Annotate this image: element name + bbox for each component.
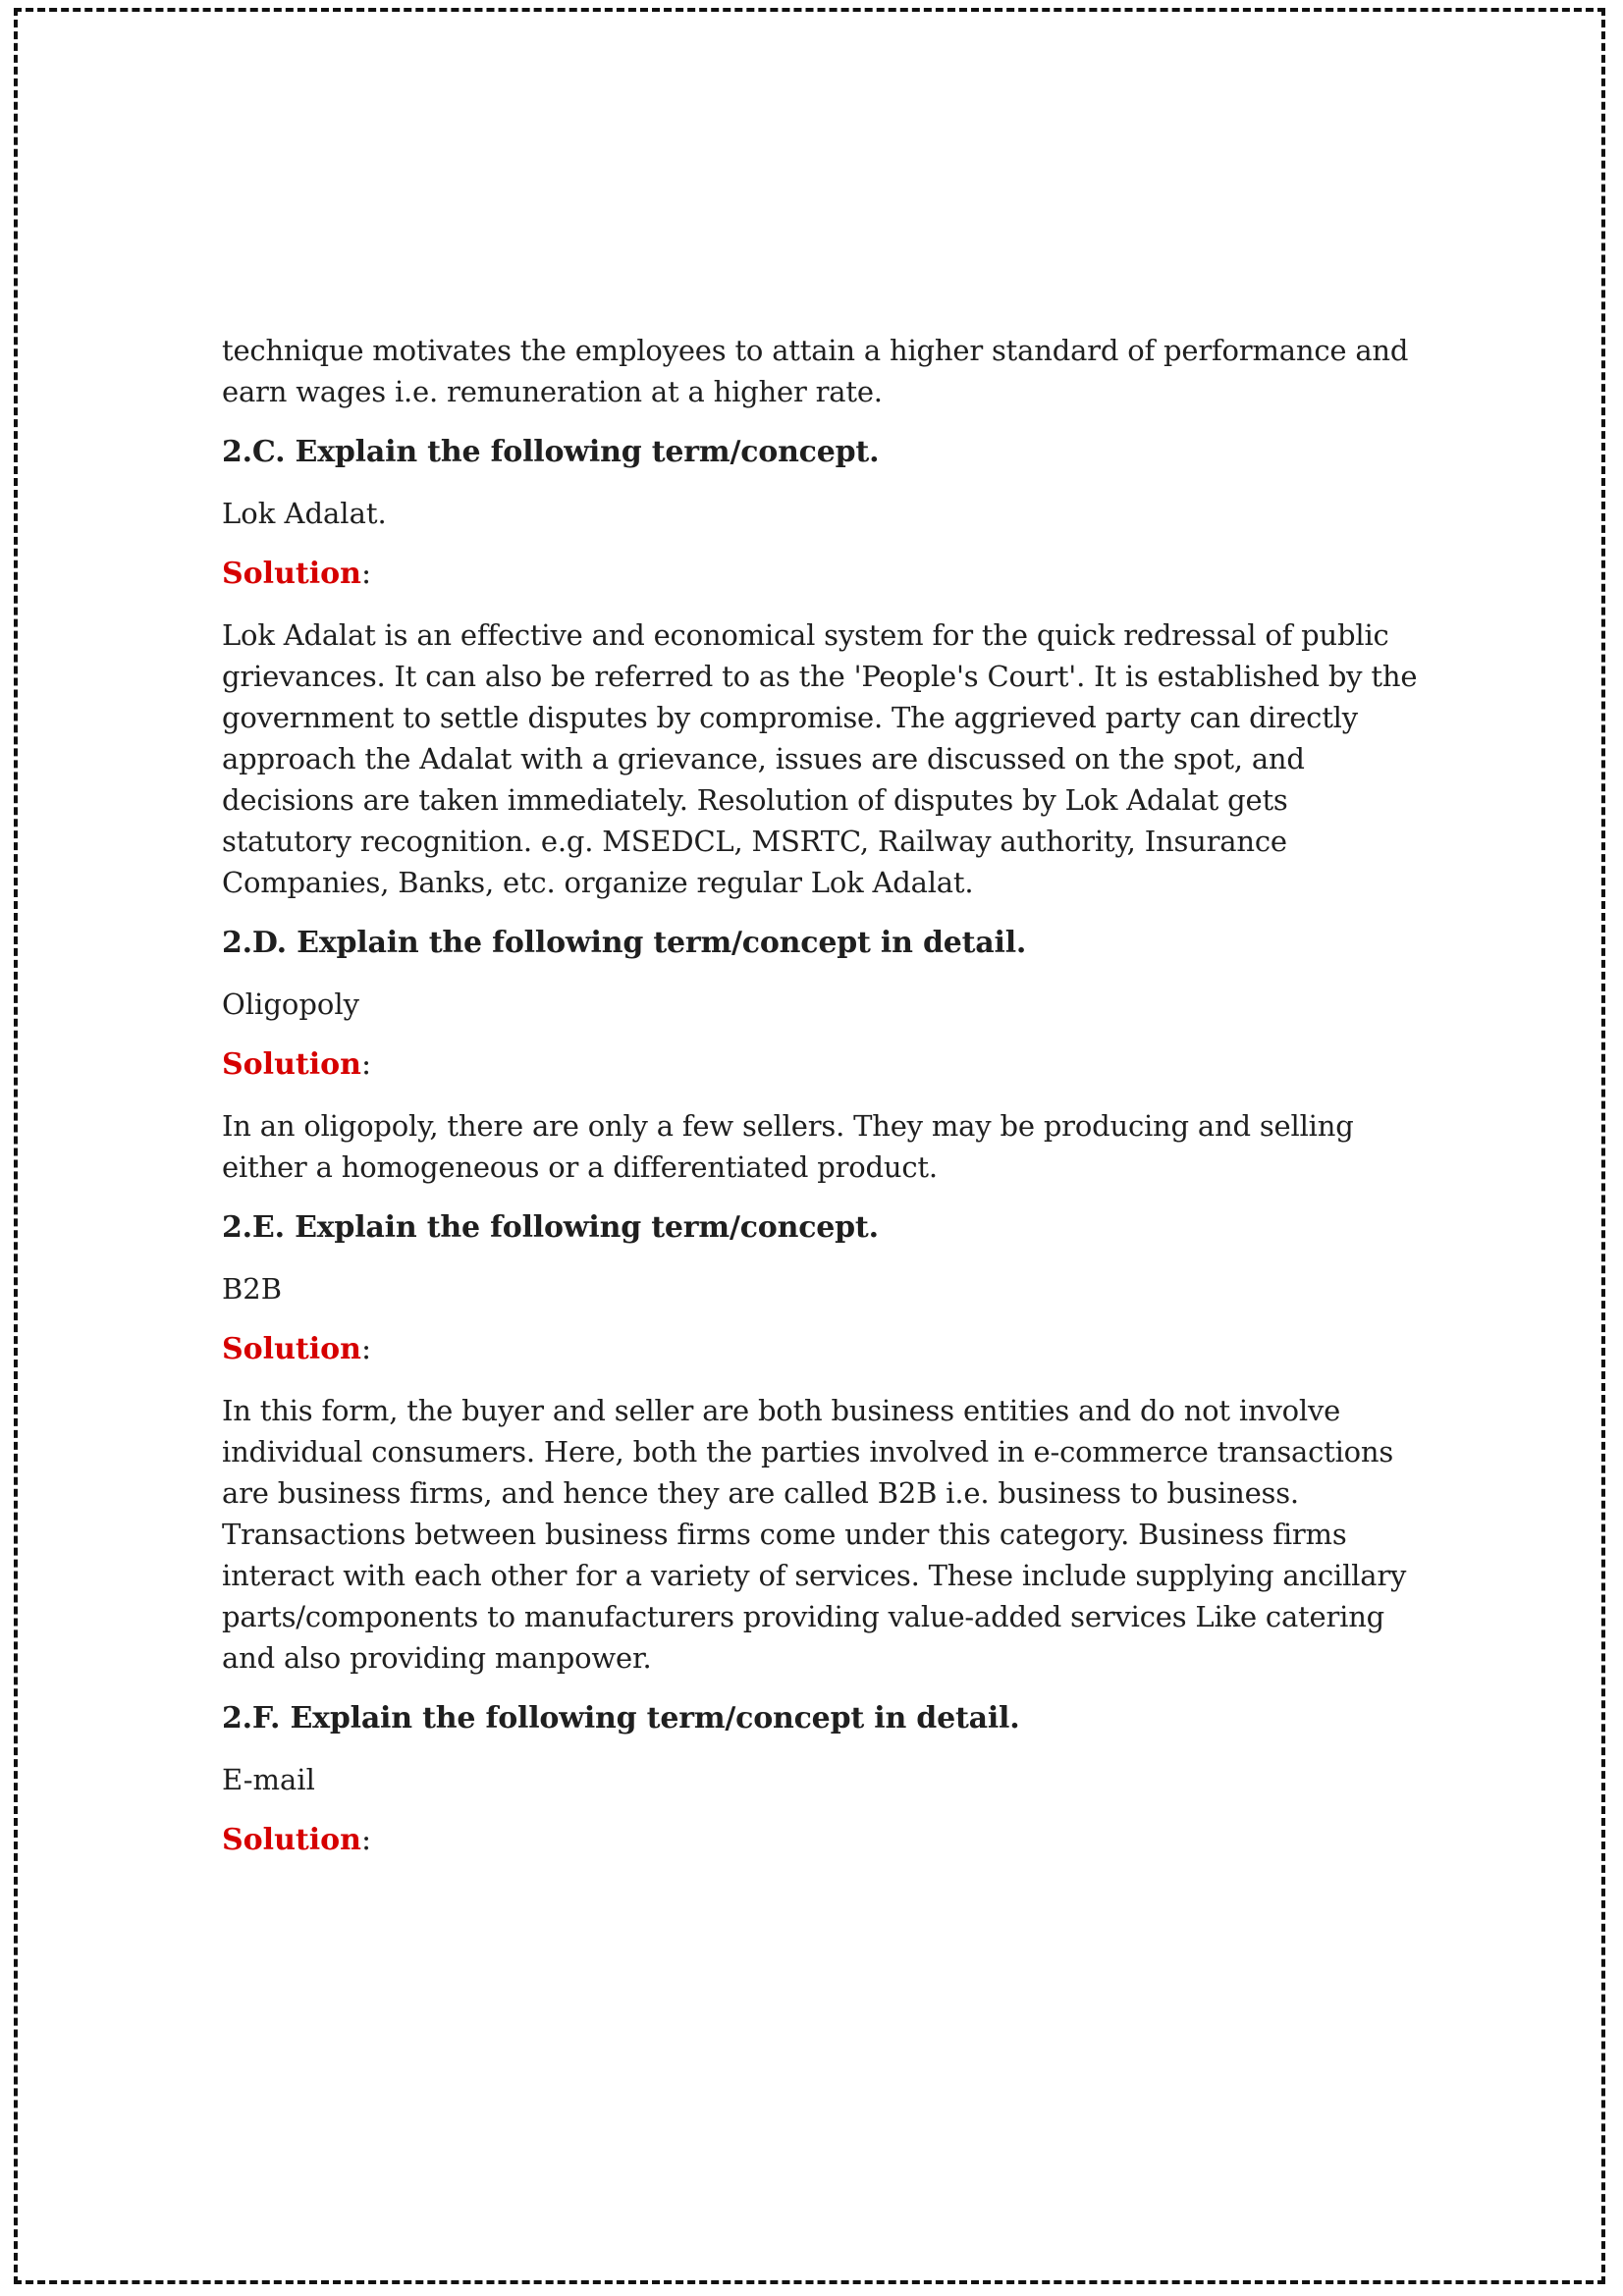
solution-colon: :: [360, 1823, 372, 1857]
question-2f: 2.F. Explain the following term/concept in detail.: [222, 1701, 1020, 1735]
question-2e: 2.E. Explain the following term/concept.: [222, 1210, 879, 1245]
question-2d: 2.D. Explain the following term/concept in detail.: [222, 926, 1027, 960]
term-2f: E-mail: [222, 1763, 315, 1796]
term-2d: Oligopoly: [222, 988, 360, 1021]
solution-label-2e: [222, 1329, 1420, 1370]
term-2c: Lok Adalat.: [222, 497, 387, 530]
question-2c: 2.C. Explain the following term/concept.: [222, 435, 880, 469]
solution-label-2c: [222, 554, 1420, 595]
solution-colon: :: [360, 557, 372, 591]
document-content: [222, 330, 1420, 1881]
solution-colon: :: [360, 1047, 372, 1082]
solution-word: Solution: [222, 1047, 361, 1082]
solution-colon: :: [360, 1332, 372, 1366]
solution-label-2d: [222, 1044, 1420, 1086]
solution-word: Solution: [222, 1332, 361, 1366]
answer-2c: Lok Adalat is an effective and economical system for the quick redressal of public grievances. It can also be referred to as the 'People's Court'. It is established by the government to settle disputes by compromise. The aggrieved party can directly approach the Adalat with a grievance, issues are discussed on the spot, and decisions are taken immediately. Resolution of disputes by Lok Adalat gets statutory recognition. e.g. MSEDCL, MSRTC, Railway authority, Insurance Companies, Banks, etc. organize regular Lok Adalat.: [222, 618, 1418, 899]
solution-word: Solution: [222, 1823, 361, 1857]
solution-word: Solution: [222, 557, 361, 591]
answer-2d: In an oligopoly, there are only a few sellers. They may be producing and selling either a homogeneous or a differentiated product.: [222, 1109, 1354, 1184]
answer-2e: In this form, the buyer and seller are both business entities and do not involve individual consumers. Here, both the parties involved in e-commerce transactions are business firms, and hence they are called B2B i.e. business to business. Transactions between business firms come under this category. Business firms interact with each other for a variety of services. These include supplying ancillary parts/components to manufacturers providing value-added services Like catering and also providing manpower.: [222, 1394, 1407, 1675]
solution-label-2f: [222, 1820, 1420, 1861]
term-2e: B2B: [222, 1272, 283, 1306]
intro-paragraph: technique motivates the employees to attain a higher standard of performance and earn wages i.e. remuneration at a higher rate.: [222, 334, 1409, 408]
